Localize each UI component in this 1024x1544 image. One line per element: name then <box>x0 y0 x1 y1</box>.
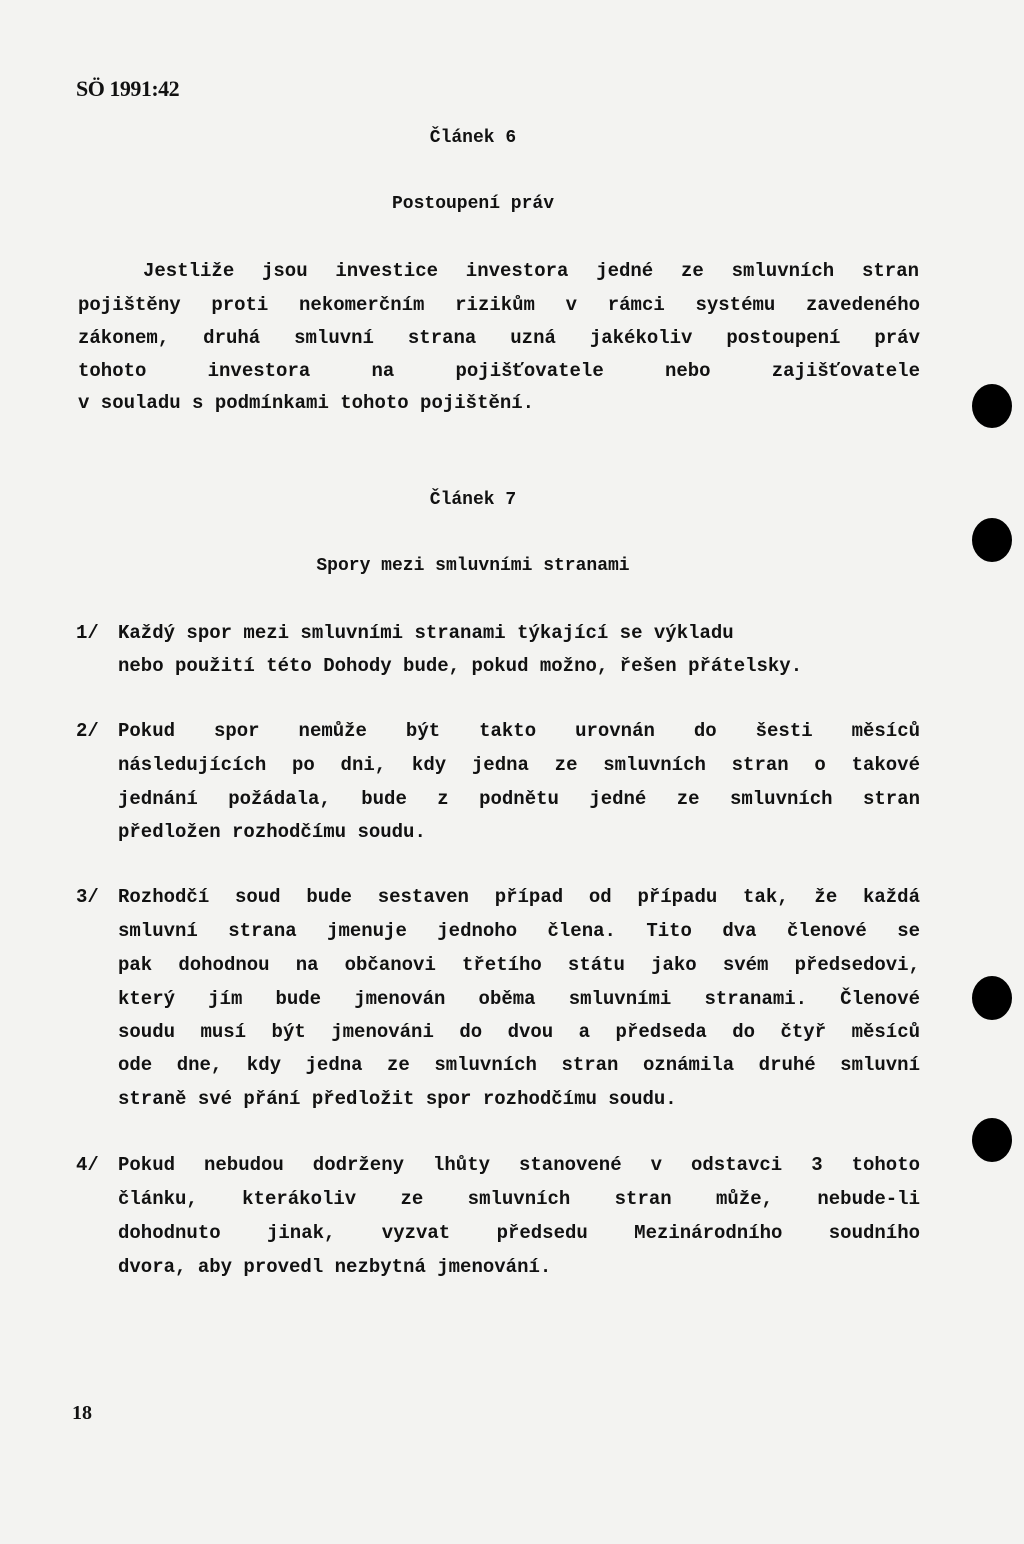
paragraph-number: 1/ <box>76 622 99 644</box>
paragraph-line: předložen rozhodčímu soudu. <box>118 821 426 843</box>
article-6-line: tohoto investora na pojišťovatele nebo zajišťovatele <box>78 360 920 382</box>
collection-reference: SÖ 1991:42 <box>76 76 180 101</box>
paragraph-number: 4/ <box>76 1154 99 1176</box>
paragraph-line: Pokud spor nemůže být takto urovnán do šesti měsíců <box>118 720 920 742</box>
paragraph-number: 2/ <box>76 720 99 742</box>
paragraph-line: ode dne, kdy jedna ze smluvních stran oznámila druhé smluvní <box>118 1054 920 1076</box>
paragraph-line: dvora, aby provedl nezbytná jmenování. <box>118 1256 552 1278</box>
article-7-subtitle: Spory mezi smluvními stranami <box>316 556 630 576</box>
paragraph-line: soudu musí být jmenováni do dvou a předseda do čtyř měsíců <box>118 1021 920 1043</box>
paragraph-line: který jím bude jmenován oběma smluvními stranami. Členové <box>118 988 920 1010</box>
article-6-line: v souladu s podmínkami tohoto pojištění. <box>78 392 535 414</box>
punch-hole <box>972 1118 1012 1162</box>
paragraph-line: Každý spor mezi smluvními stranami týkající se výkladu <box>118 622 734 644</box>
paragraph-line: článku, kterákoliv ze smluvních stran může, nebude-li <box>118 1188 920 1210</box>
paragraph-line: nebo použití této Dohody bude, pokud možno, řešen přátelsky. <box>118 655 803 677</box>
article-6-title: Článek 6 <box>429 128 517 148</box>
paragraph-line: jednání požádala, bude z podnětu jedné ze smluvních stran <box>118 788 920 810</box>
paragraph-line: dohodnuto jinak, vyzvat předsedu Mezinárodního soudního <box>118 1222 920 1244</box>
article-6-subtitle: Postoupení práv <box>391 194 555 214</box>
article-6-line: pojištěny proti nekomerčním rizikům v rámci systému zavedeného <box>78 294 920 316</box>
page-number: 18 <box>72 1402 92 1424</box>
article-7-title: Článek 7 <box>429 490 517 510</box>
paragraph-line: Pokud nebudou dodrženy lhůty stanovené v odstavci 3 tohoto <box>118 1154 920 1176</box>
paragraph-line: Rozhodčí soud bude sestaven případ od případu tak, že každá <box>118 886 920 908</box>
paragraph-number: 3/ <box>76 886 99 908</box>
paragraph-line: pak dohodnou na občanovi třetího státu jako svém předsedovi, <box>118 954 920 976</box>
article-6-line: zákonem, druhá smluvní strana uzná jakékoliv postoupení práv <box>78 327 920 349</box>
punch-hole <box>972 976 1012 1020</box>
article-6-line: Jestliže jsou investice investora jedné ze smluvních stran <box>143 260 919 282</box>
paragraph-line: straně své přání předložit spor rozhodčímu soudu. <box>118 1088 677 1110</box>
paragraph-line: následujících po dni, kdy jedna ze smluvních stran o takové <box>118 754 920 776</box>
paragraph-line: smluvní strana jmenuje jednoho člena. Tito dva členové se <box>118 920 920 942</box>
punch-hole <box>972 384 1012 428</box>
punch-hole <box>972 518 1012 562</box>
